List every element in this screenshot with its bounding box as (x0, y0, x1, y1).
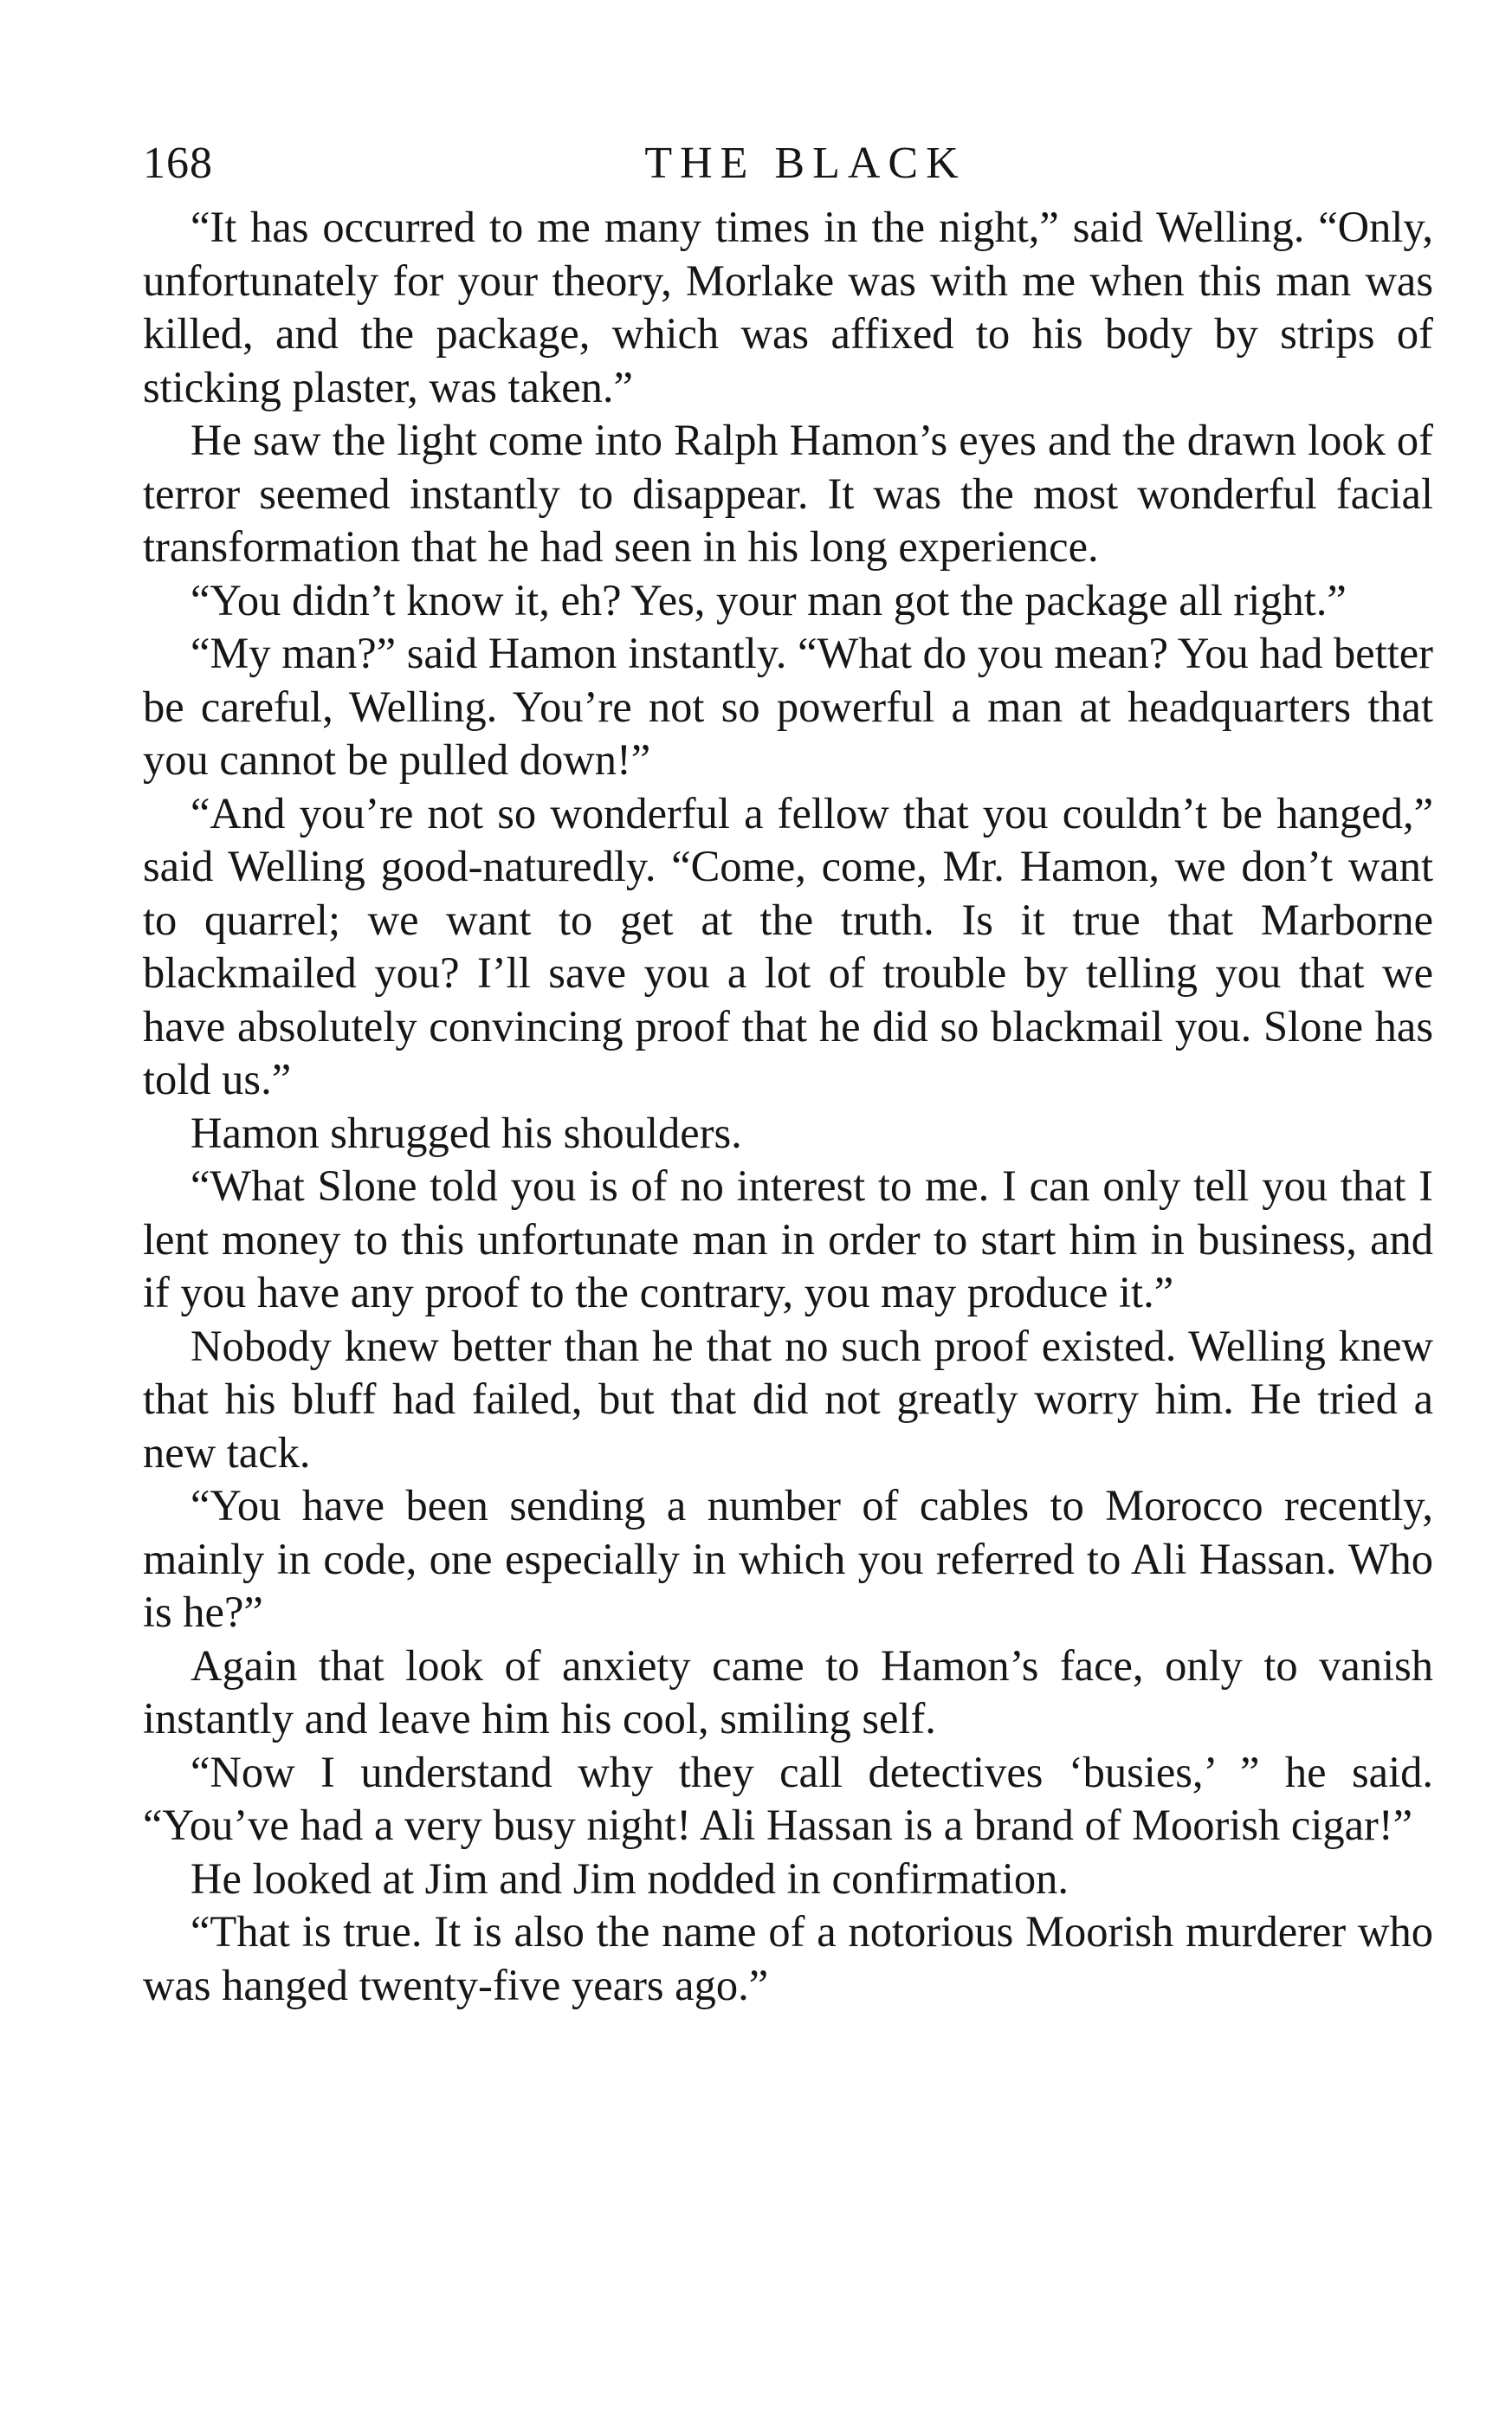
paragraph: Again that look of anxiety came to Hamon’s face, only to vanish instantly and leave him his cool, smiling self. (143, 1640, 1433, 1743)
book-page (143, 130, 1433, 2012)
paragraph: “It has occurred to me many times in the night,” said Welling. “Only, unfortunately for your theory, Morlake was with me when this man was killed, and the package, which was affixed to his body by strips of sticking plaster, was taken.” (143, 203, 1433, 411)
body-text (143, 201, 1433, 2012)
paragraph: “That is true. It is also the name of a notorious Moorish murderer who was hanged twenty-five years ago.” (143, 1907, 1433, 2009)
paragraph: “You have been sending a number of cables to Morocco recently, mainly in code, one especially in which you referred to Ali Hassan. Who is he?” (143, 1481, 1433, 1636)
paragraph: Nobody knew better than he that no such proof existed. Welling knew that his bluff had failed, but that did not greatly worry him. He tried a new tack. (143, 1321, 1433, 1477)
paragraph: “You didn’t know it, eh? Yes, your man got the package all right.” (191, 575, 1347, 624)
paragraph: He looked at Jim and Jim nodded in confirmation. (191, 1853, 1069, 1903)
paragraph: “What Slone told you is of no interest to me. I can only tell you that I lent money to this unfortunate man in order to start him in business, and if you have any proof to the contrary, you may produce it.” (143, 1161, 1433, 1316)
paragraph: “And you’re not so wonderful a fellow that you couldn’t be hanged,” said Welling good-naturedly. “Come, come, Mr. Hamon, we don’t want to quarrel; we want to get at the truth. Is it true that Marborne blackmailed you? I’ll save you a lot of trouble by telling you that we have absolutely convincing proof that he did so blackmail you. Slone has told us.” (143, 788, 1433, 1103)
page-number: 168 (143, 139, 213, 188)
paragraph: “My man?” said Hamon instantly. “What do you mean? You had better be careful, Welling. You’re not so powerful a man at headquarters that you cannot be pulled down!” (143, 629, 1433, 784)
running-title: THE BLACK (644, 139, 966, 188)
paragraph: “Now I understand why they call detectives ‘busies,’ ” he said. “You’ve had a very busy night! Ali Hassan is a brand of Moorish cigar!” (143, 1747, 1433, 1849)
paragraph: He saw the light come into Ralph Hamon’s eyes and the drawn look of terror seemed instantly to disappear. It was the most wonderful facial transformation that he had seen in his long experience. (143, 416, 1433, 571)
running-head (143, 130, 1433, 197)
paragraph: Hamon shrugged his shoulders. (191, 1108, 742, 1157)
